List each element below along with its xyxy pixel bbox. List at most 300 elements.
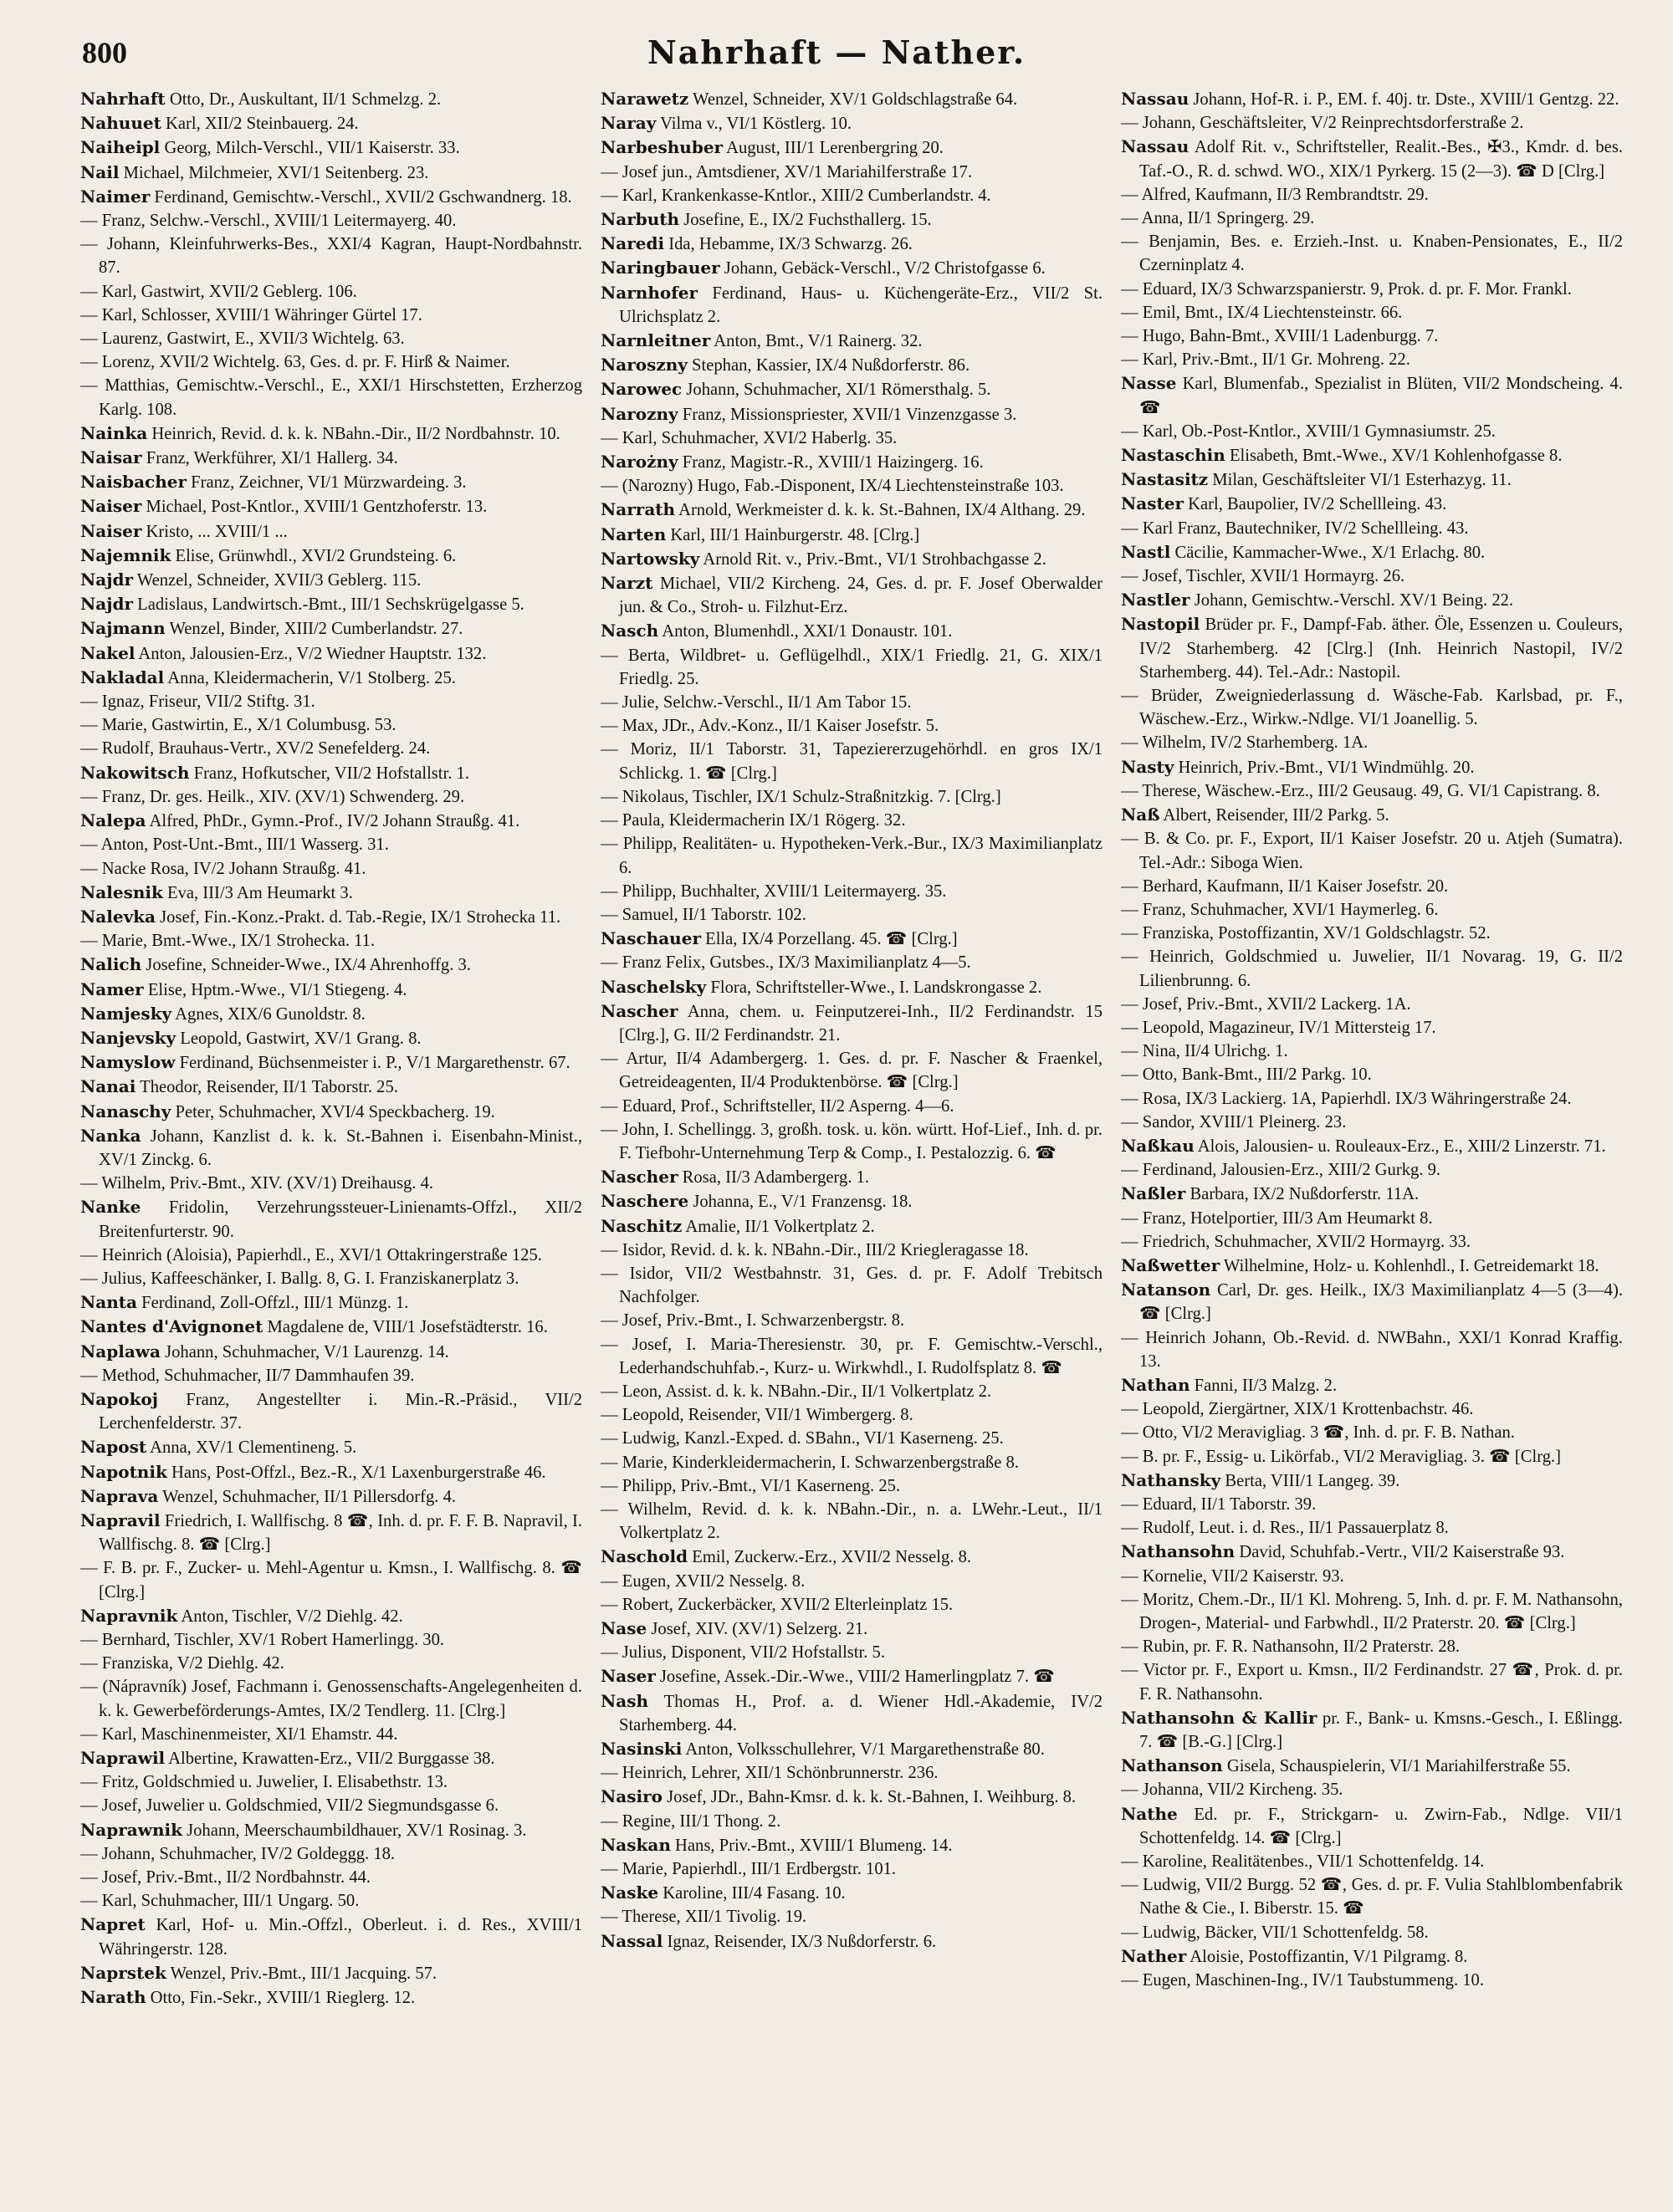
entry-details: — Eduard, IX/3 Schwarzspanierstr. 9, Prok. d. pr. F. Mor. Frankl. <box>1121 279 1572 299</box>
entry-surname: Namer <box>80 978 144 999</box>
entry-details: — Karl, Schlosser, XVIII/1 Währinger Gürtel 17. <box>80 305 422 324</box>
entry-surname: Najdr <box>80 570 133 590</box>
directory-entry <box>80 1509 582 1556</box>
entry-details: — F. B. pr. F., Zucker- u. Mehl-Agentur u. Kmsn., I. Wallfischg. 8. ☎ [Clrg.] <box>80 1559 582 1602</box>
directory-entry <box>601 353 1103 377</box>
directory-entry <box>601 1641 1103 1664</box>
entry-surname: Najemnik <box>80 544 171 565</box>
entry-details: — Moriz, II/1 Taborstr. 31, Tapeziererzugehörhdl. en gros IX/1 Schlickg. 1. ☎ [Clrg.] <box>601 740 1103 783</box>
entry-details: August, III/1 Lerenbergring 20. <box>723 139 944 158</box>
entry-details: — Alfred, Kaufmann, II/3 Rembrandtstr. 29. <box>1121 185 1429 204</box>
directory-entry <box>80 857 582 881</box>
directory-entry <box>601 1333 1103 1380</box>
entry-details: Anna, Kleidermacherin, V/1 Stolberg. 25. <box>164 668 456 687</box>
entry-details: Franz, Magistr.-R., XVIII/1 Haizingerg. 16. <box>678 453 984 473</box>
directory-entry <box>1121 1754 1623 1778</box>
directory-entry <box>80 470 582 494</box>
directory-entry <box>1121 1111 1623 1134</box>
entry-details: Anton, Bmt., V/1 Rainerg. 32. <box>710 332 923 351</box>
entry-details: — Leopold, Ziergärtner, XIX/1 Krottenbachstr. 46. <box>1121 1400 1474 1419</box>
entry-surname: Napokoj <box>80 1388 158 1409</box>
entry-details: Hans, Post-Offzl., Bez.-R., X/1 Laxenburgerstraße 46. <box>166 1463 546 1482</box>
directory-entry <box>1121 1397 1623 1421</box>
entry-details: Alois, Jalousien- u. Rouleaux-Erz., E., XIII/2 Linzerstr. 71. <box>1194 1137 1606 1156</box>
entry-details: — Franz Felix, Gutsbes., IX/3 Maximilianplatz 4—5. <box>601 953 971 973</box>
directory-entry <box>601 498 1103 522</box>
entry-details: Anton, Blumenhdl., XXI/1 Donaustr. 101. <box>658 622 953 641</box>
directory-entry <box>80 1556 582 1603</box>
entry-surname: Narowec <box>601 379 683 400</box>
directory-entry <box>80 641 582 666</box>
directory-entry <box>80 1770 582 1794</box>
directory-entry <box>80 1842 582 1866</box>
entry-details: Rosa, II/3 Adambergerg. 1. <box>678 1168 870 1188</box>
entry-details: — Samuel, II/1 Taborstr. 102. <box>601 905 806 924</box>
directory-entry <box>601 809 1103 832</box>
directory-entry <box>601 184 1103 207</box>
directory-entry <box>1121 420 1623 443</box>
entry-details: — Kornelie, VII/2 Kaiserstr. 93. <box>1121 1566 1344 1586</box>
directory-entry <box>80 1435 582 1459</box>
entry-details: Elise, Grünwhdl., XVI/2 Grundsteing. 6. <box>171 546 457 565</box>
directory-entry <box>80 1244 582 1267</box>
directory-entry <box>80 833 582 856</box>
entry-details: Josefine, Assek.-Dir.-Wwe., VIII/2 Hamerlingplatz 7. ☎ <box>655 1668 1055 1687</box>
entry-surname: Naroszny <box>601 355 688 375</box>
directory-entry <box>1121 731 1623 754</box>
entry-details: Karl, Blumenfab., Spezialist in Blüten, VII/2 Mondscheing. 4. ☎ <box>1139 375 1623 417</box>
directory-entry <box>601 1118 1103 1165</box>
entry-details: Johann, Schuhmacher, V/1 Laurenzg. 14. <box>160 1342 449 1361</box>
entry-surname: Nathansky <box>1121 1469 1221 1490</box>
entry-details: — Emil, Bmt., IX/4 Liechtensteinstr. 66. <box>1121 303 1403 322</box>
entry-surname: Naisbacher <box>80 472 187 493</box>
entry-details: — Johann, Kleinfuhrwerks-Bes., XXI/4 Kagran, Haupt-Nordbahnstr. 87. <box>80 235 582 278</box>
directory-entry <box>601 1474 1103 1498</box>
directory-entry <box>601 1451 1103 1474</box>
directory-entry <box>601 571 1103 619</box>
entry-details: Josef, XIV. (XV/1) Selzerg. 21. <box>647 1620 868 1638</box>
entry-details: Berta, VIII/1 Langeg. 39. <box>1220 1471 1400 1490</box>
directory-entry <box>1121 517 1623 540</box>
entry-details: Wenzel, Schuhmacher, II/1 Pillersdorfg. 4. <box>158 1487 457 1506</box>
entry-details: Otto, Fin.-Sekr., XVIII/1 Rieglerg. 12. <box>146 1989 416 2008</box>
entry-surname: Narozny <box>601 403 678 424</box>
entry-details: — Eugen, XVII/2 Nesselg. 8. <box>601 1571 806 1591</box>
entry-surname: Narożny <box>601 452 678 473</box>
directory-entry <box>80 568 582 592</box>
entry-details: — Johann, Schuhmacher, IV/2 Goldeggg. 18. <box>80 1844 396 1863</box>
directory-entry <box>1121 1278 1623 1326</box>
entry-details: Karl, III/1 Hainburgerstr. 48. [Clrg.] <box>666 525 920 544</box>
directory-entry <box>1121 492 1623 516</box>
entry-details: Aloisie, Postoffizantin, V/1 Pilgramg. 8. <box>1186 1947 1468 1966</box>
directory-entry <box>80 761 582 785</box>
entry-details: Anton, Volksschullehrer, V/1 Margarethenstraße 80. <box>682 1740 1045 1760</box>
entry-surname: Narten <box>601 524 667 544</box>
directory-entry <box>1121 588 1623 612</box>
entry-surname: Naisar <box>80 447 142 468</box>
directory-entry <box>1121 183 1623 207</box>
directory-entry <box>80 280 582 304</box>
directory-entry <box>1121 1802 1623 1850</box>
entry-surname: Naschelsky <box>601 976 707 997</box>
directory-entry <box>80 905 582 929</box>
entry-details: — Nina, II/4 Ulrichg. 1. <box>1121 1042 1288 1061</box>
entry-details: Adolf Rit. v., Schriftsteller, Realit.-Bes., ✠3., Kmdr. d. bes. Taf.-O., R. d. schwd. WO., XIX/1 Pyrkerg. 15 (2—3). ☎ D [Clrg.] <box>1139 138 1623 181</box>
directory-entry <box>1121 1016 1623 1040</box>
entry-surname: Nantes d'Avignonet <box>80 1316 263 1337</box>
entry-details: — Karl, Gastwirt, XVII/2 Geblerg. 106. <box>80 282 357 301</box>
entry-details: — Franz, Selchw.-Verschl., XVIII/1 Leitermayerg. 40. <box>80 212 457 231</box>
directory-entry <box>80 374 582 421</box>
directory-entry <box>601 427 1103 450</box>
entry-details: Anna, chem. u. Feinputzerei-Inh., II/2 Ferdinandstr. 15 [Clrg.], G. II/2 Ferdinandstr. 21. <box>619 1002 1103 1045</box>
entry-surname: Nahuuet <box>80 113 161 134</box>
entry-details: Elisabeth, Bmt.-Wwe., XV/1 Kohlenhofgasse 8. <box>1225 447 1563 466</box>
entry-details: — Otto, Bank-Bmt., III/2 Parkg. 10. <box>1121 1065 1372 1085</box>
entry-details: — Victor pr. F., Export u. Kmsn., II/2 Ferdinandstr. 27 ☎, Prok. d. pr. F. R. Nathansohn. <box>1121 1661 1623 1704</box>
entry-details: — Wilhelm, Priv.-Bmt., XIV. (XV/1) Dreihausg. 4. <box>80 1174 434 1193</box>
entry-surname: Naplawa <box>80 1341 161 1361</box>
entry-details: — Julie, Selchw.-Verschl., II/1 Am Tabor 15. <box>601 693 912 713</box>
entry-details: Hans, Priv.-Bmt., XVIII/1 Blumeng. 14. <box>670 1836 953 1855</box>
entry-surname: Naray <box>601 113 657 134</box>
directory-entry <box>601 161 1103 184</box>
entry-surname: Naprawnik <box>80 1819 182 1840</box>
entry-surname: Nanke <box>80 1197 141 1218</box>
entry-surname: Nalesnik <box>80 881 163 902</box>
directory-entry <box>601 450 1103 474</box>
directory-entry <box>1121 1493 1623 1516</box>
entry-surname: Naschold <box>601 1546 688 1567</box>
directory-entry <box>601 691 1103 714</box>
entry-details: Ella, IX/4 Porzellang. 45. ☎ [Clrg.] <box>700 930 958 949</box>
entry-details: — Josef, Tischler, XVII/1 Hormayrg. 26. <box>1121 567 1405 586</box>
directory-entry <box>80 690 582 713</box>
entry-details: Ferdinand, Büchsenmeister i. P., V/1 Margarethenstr. 67. <box>175 1054 570 1073</box>
entry-details: — Moritz, Chem.-Dr., II/1 Kl. Mohreng. 5, Inh. d. pr. F. M. Nathansohn, Drogen-, Material- und Farbwhdl., II/2 Praterstr. 20. ☎ [Clrg.] <box>1121 1590 1623 1632</box>
entry-surname: Naredi <box>601 233 665 254</box>
directory-entry <box>601 1593 1103 1617</box>
entry-details: — Otto, VI/2 Meravigliag. 3 ☎, Inh. d. pr. F. B. Nathan. <box>1121 1423 1515 1443</box>
entry-details: — Josef, Priv.-Bmt., XVII/2 Lackerg. 1A. <box>1121 994 1411 1014</box>
entry-details: — Therese, XII/1 Tivolig. 19. <box>601 1908 807 1927</box>
entry-surname: Namyslow <box>80 1052 176 1073</box>
directory-entry <box>601 1498 1103 1545</box>
directory-entry <box>601 927 1103 951</box>
entry-details: Karl, XII/2 Steinbauerg. 24. <box>161 115 359 134</box>
directory-entry <box>601 523 1103 547</box>
directory-entry <box>1121 348 1623 371</box>
directory-entry <box>80 1961 582 1985</box>
entry-details: Heinrich, Priv.-Bmt., VI/1 Windmühlg. 20. <box>1174 758 1475 777</box>
entry-surname: Narawetz <box>601 89 689 109</box>
entry-details: Johann, Hof-R. i. P., EM. f. 40j. tr. Dste., XVIII/1 Gentzg. 22. <box>1189 90 1619 109</box>
directory-entry <box>1121 1421 1623 1444</box>
directory-entry <box>601 1785 1103 1809</box>
entry-details: — Berhard, Kaufmann, II/1 Kaiser Josefstr. 20. <box>1121 876 1449 896</box>
directory-entry <box>601 785 1103 809</box>
directory-entry <box>80 185 582 209</box>
directory-entry <box>1121 1588 1623 1635</box>
entry-details: Arnold Rit. v., Priv.-Bmt., VI/1 Strohbachgasse 2. <box>699 549 1046 569</box>
entry-details: Thomas H., Prof. a. d. Wiener Hdl.-Akademie, IV/2 Starhemberg. 44. <box>619 1692 1103 1734</box>
entry-surname: Nanai <box>80 1076 136 1097</box>
directory-entry <box>80 953 582 977</box>
directory-entry <box>601 975 1103 999</box>
entry-details: Cäcilie, Kammacher-Wwe., X/1 Erlachg. 80. <box>1170 543 1486 562</box>
entry-surname: Nathansohn <box>1121 1541 1236 1562</box>
entry-details: Franz, Zeichner, VI/1 Mürzwardeing. 3. <box>187 473 467 493</box>
directory-entry <box>601 1380 1103 1403</box>
entry-details: Milan, Geschäftsleiter VI/1 Esterhazyg. 11. <box>1208 471 1512 490</box>
entry-details: — Karl, Ob.-Post-Kntlor., XVIII/1 Gymnasiumstr. 25. <box>1121 421 1496 441</box>
entry-surname: Nakladal <box>80 667 165 687</box>
entry-details: — Leopold, Magazineur, IV/1 Mittersteig 17. <box>1121 1018 1436 1037</box>
directory-entry <box>80 1050 582 1075</box>
entry-details: — Ludwig, Kanzl.-Exped. d. SBahn., VI/1 Kaserneng. 25. <box>601 1429 1004 1448</box>
entry-details: Josef, JDr., Bahn-Kmsr. d. k. k. St.-Bahnen, I. Weihburg. 8. <box>662 1788 1077 1807</box>
directory-entry <box>1121 898 1623 922</box>
directory-entry <box>601 474 1103 498</box>
entry-details: — Marie, Kinderkleidermacherin, I. Schwarzenbergstraße 8. <box>601 1453 1019 1472</box>
directory-entry <box>601 832 1103 879</box>
directory-entry <box>601 1189 1103 1213</box>
directory-entry <box>1121 684 1623 731</box>
entry-details: Emil, Zuckerw.-Erz., XVII/2 Nesselg. 8. <box>688 1548 972 1567</box>
entry-details: — Isidor, Revid. d. k. k. NBahn.-Dir., III/2 Kriegleragasse 18. <box>601 1240 1029 1259</box>
directory-entry <box>1121 230 1623 277</box>
directory-entry <box>1121 922 1623 945</box>
entry-details: Ida, Hebamme, IX/3 Schwarzg. 26. <box>664 235 913 254</box>
entry-details: — Karl, Maschinenmeister, XI/1 Ehamstr. 44. <box>80 1724 398 1744</box>
directory-entry <box>80 1124 582 1172</box>
entry-details: — (Narozny) Hugo, Fab.-Disponent, IX/4 Liechtensteinstraße 103. <box>601 477 1064 496</box>
entry-details: Ignaz, Reisender, IX/3 Nußdorferstr. 6. <box>663 1932 937 1951</box>
directory-entry <box>1121 945 1623 992</box>
entry-details: — Anton, Post-Unt.-Bmt., III/1 Wasserg. 31. <box>80 835 389 855</box>
directory-entry <box>80 666 582 690</box>
directory-entry <box>1121 278 1623 301</box>
entry-surname: Naßkau <box>1121 1135 1195 1156</box>
entry-details: — B. & Co. pr. F., Export, II/1 Kaiser Josefstr. 20 u. Atjeh (Sumatra). Tel.-Adr.: Siboga Wien. <box>1121 830 1623 872</box>
directory-entry <box>1121 779 1623 803</box>
directory-entry <box>1121 1969 1623 1992</box>
entry-details: — (Nápravník) Josef, Fachmann i. Genossenschafts-Angelegenheiten d. k. k. Gewerbeförderungs-Amtes, IX/2 Tendlerg. 11. [Clrg.] <box>80 1678 582 1720</box>
directory-entry <box>601 281 1103 329</box>
entry-surname: Napost <box>80 1437 147 1458</box>
entry-details: — Paula, Kleidermacherin IX/1 Rögerg. 32. <box>601 811 906 830</box>
entry-surname: Naringbauer <box>601 258 720 278</box>
directory-entry <box>601 1095 1103 1118</box>
directory-entry <box>1121 135 1623 182</box>
entry-surname: Nakowitsch <box>80 762 190 783</box>
entry-details: — Rubin, pr. F. R. Nathansohn, II/2 Praterstr. 28. <box>1121 1637 1461 1657</box>
directory-entry <box>80 785 582 809</box>
directory-entry <box>1121 1326 1623 1373</box>
entry-details: Friedrich, I. Wallfischg. 8 ☎, Inh. d. pr. F. F. B. Napravil, I. Wallfischg. 8. ☎ [Clrg.] <box>99 1511 582 1555</box>
entry-details: Alfred, PhDr., Gymn.-Prof., IV/2 Johann Straußg. 41. <box>146 812 520 831</box>
entry-details: — Nikolaus, Tischler, IX/1 Schulz-Straßnitzkig. 7. [Clrg.] <box>601 787 1001 806</box>
entry-details: Albert, Reisender, III/2 Parkg. 5. <box>1159 806 1389 825</box>
entry-details: — Rudolf, Brauhaus-Vertr., XV/2 Senefelderg. 24. <box>80 739 431 759</box>
entry-details: — Karoline, Realitätenbes., VII/1 Schottenfeldg. 14. <box>1121 1852 1485 1872</box>
directory-entry <box>80 304 582 327</box>
directory-entry <box>80 1387 582 1435</box>
entry-details: — Robert, Zuckerbäcker, XVII/2 Elterleinplatz 15. <box>601 1595 954 1614</box>
directory-entry <box>1121 1778 1623 1801</box>
directory-entry <box>601 1239 1103 1262</box>
entry-details: Fridolin, Verzehrungssteuer-Linienamts-Offzl., XII/2 Breitenfurterstr. 90. <box>99 1198 582 1241</box>
directory-entry <box>601 135 1103 160</box>
entry-details: — Franz, Schuhmacher, XVI/1 Haymerleg. 6. <box>1121 900 1439 919</box>
directory-entry <box>601 903 1103 927</box>
entry-details: — Julius, Disponent, VII/2 Hofstallstr. 5. <box>601 1643 885 1663</box>
entry-details: Albertine, Krawatten-Erz., VII/2 Burggasse 38. <box>165 1750 495 1769</box>
entry-details: Franz, Missionspriester, XVII/1 Vinzenzgasse 3. <box>678 405 1017 424</box>
directory-entry <box>1121 1063 1623 1086</box>
entry-details: Josef, Fin.-Konz.-Prakt. d. Tab.-Regie, IX/1 Strohecka 11. <box>156 907 561 927</box>
entry-details: — B. pr. F., Essig- u. Likörfab., VI/2 Meravigliag. 3. ☎ [Clrg.] <box>1121 1447 1562 1466</box>
directory-entry <box>1121 467 1623 492</box>
directory-entry <box>601 1309 1103 1332</box>
entry-details: — Philipp, Buchhalter, XVIII/1 Leitermayerg. 35. <box>601 881 947 901</box>
directory-entry <box>1121 1087 1623 1111</box>
entry-surname: Naske <box>601 1882 659 1903</box>
directory-entry <box>601 1545 1103 1569</box>
directory-entry <box>80 1818 582 1842</box>
directory-entry <box>80 1364 582 1387</box>
directory-entry <box>80 1723 582 1746</box>
entry-surname: Nasiro <box>601 1786 663 1807</box>
entry-details: — Eduard, Prof., Schriftsteller, II/2 Asperng. 4—6. <box>601 1096 954 1116</box>
entry-details: Franz, Werkführer, XI/1 Hallerg. 34. <box>141 449 398 468</box>
directory-entry <box>601 880 1103 903</box>
entry-details: Johann, Gemischtw.-Verschl. XV/1 Being. 22. <box>1190 591 1514 610</box>
entry-details: — Rosa, IX/3 Lackierg. 1A, Papierhdl. IX/3 Währingerstraße 24. <box>1121 1089 1572 1108</box>
directory-entry <box>1121 1540 1623 1564</box>
directory-entry <box>1121 827 1623 874</box>
entry-surname: Naschitz <box>601 1215 683 1236</box>
directory-entry <box>80 1460 582 1484</box>
directory-entry <box>1121 875 1623 898</box>
directory-entry <box>601 547 1103 571</box>
entry-surname: Naprava <box>80 1485 159 1506</box>
entry-surname: Napravnik <box>80 1605 178 1626</box>
directory-entry <box>80 544 582 568</box>
entry-details: Elise, Hptm.-Wwe., VI/1 Stiegeng. 4. <box>143 980 407 999</box>
directory-entry <box>80 592 582 616</box>
entry-surname: Nanjevsky <box>80 1027 177 1048</box>
directory-entry <box>601 1047 1103 1094</box>
entry-details: — Karl, Schuhmacher, XVI/2 Haberlg. 35. <box>601 428 898 447</box>
entry-details: — Karl, Krankenkasse-Kntlor., XIII/2 Cumberlandstr. 4. <box>601 186 991 205</box>
directory-entry <box>601 738 1103 784</box>
entry-details: — Ferdinand, Jalousien-Erz., XIII/2 Gurkg. 9. <box>1121 1161 1441 1180</box>
entry-details: Franz, Hofkutscher, VII/2 Hofstallstr. 1. <box>189 764 469 783</box>
entry-surname: Naiheipl <box>80 137 161 158</box>
entry-surname: Namjesky <box>80 1003 172 1024</box>
directory-entry <box>1121 1373 1623 1397</box>
entry-surname: Nalevka <box>80 906 156 927</box>
directory-entry <box>1121 1944 1623 1969</box>
entry-details: — Franz, Dr. ges. Heilk., XIV. (XV/1) Schwenderg. 29. <box>80 787 465 806</box>
directory-entry <box>601 1617 1103 1641</box>
directory-entry <box>80 1315 582 1339</box>
directory-entry <box>601 1857 1103 1881</box>
entry-surname: Nasty <box>1121 756 1174 777</box>
entry-details: — Marie, Bmt.-Wwe., IX/1 Strohecka. 11. <box>80 932 376 951</box>
entry-details: Flora, Schriftsteller-Wwe., I. Landskrongasse 2. <box>706 978 1042 997</box>
entry-details: Josefine, E., IX/2 Fuchsthallerg. 15. <box>679 211 932 230</box>
entry-details: Eva, III/3 Am Heumarkt 3. <box>162 883 353 902</box>
entry-surname: Napret <box>80 1914 146 1935</box>
entry-details: — John, I. Schellingg. 3, großh. tosk. u. kön. württ. Hof-Lief., Inh. d. pr. F. Tiefbohr-Unternehmung Terp & Comp., I. Pestalozzig. 6. ☎ <box>601 1120 1103 1162</box>
entry-details: pr. F., Bank- u. Kmsns.-Gesch., I. Eßlingg. 7. ☎ [B.-G.] [Clrg.] <box>1139 1709 1623 1752</box>
directory-entry <box>80 809 582 833</box>
directory-entry <box>80 1267 582 1290</box>
directory-entry <box>80 881 582 905</box>
directory-entry <box>601 207 1103 232</box>
entry-surname: Nathe <box>1121 1803 1178 1824</box>
entry-surname: Nastopil <box>1121 614 1200 635</box>
entry-surname: Nainka <box>80 422 148 443</box>
entry-details: Michael, Post-Kntlor., XVIII/1 Gentzhoferstr. 13. <box>141 498 488 517</box>
entry-surname: Nase <box>601 1618 647 1638</box>
directory-entry <box>601 619 1103 643</box>
entry-details: Ferdinand, Gemischtw.-Verschl., XVII/2 Gschwandnerg. 18. <box>150 187 572 207</box>
entry-surname: Nathan <box>1121 1374 1190 1395</box>
entry-surname: Nanaschy <box>80 1101 171 1121</box>
directory-entry <box>601 329 1103 353</box>
entry-surname: Natanson <box>1121 1280 1211 1300</box>
directory-entry <box>1121 1182 1623 1206</box>
entry-details: Johann, Kanzlist d. k. k. St.-Bahnen i. Eisenbahn-Minist., XV/1 Zinckg. 6. <box>99 1126 582 1169</box>
entry-surname: Naster <box>1121 493 1184 514</box>
entry-details: — Therese, Wäschew.-Erz., III/2 Geusaug. 49, G. VI/1 Capistrang. 8. <box>1121 781 1600 800</box>
page-header <box>0 30 1673 80</box>
directory-entry <box>601 999 1103 1047</box>
entry-details: Wenzel, Schneider, XV/1 Goldschlagstraße 64. <box>688 90 1018 109</box>
directory-entry <box>601 377 1103 401</box>
entry-details: Leopold, Gastwirt, XV/1 Grang. 8. <box>176 1029 422 1048</box>
entry-surname: Narnleitner <box>601 330 711 351</box>
entry-details: — Rudolf, Leut. i. d. Res., II/1 Passauerplatz 8. <box>1121 1519 1449 1538</box>
entry-details: — Franziska, Postoffizantin, XV/1 Goldschlagstr. 52. <box>1121 924 1491 943</box>
directory-entry <box>80 87 582 111</box>
entry-details: Agnes, XIX/6 Gunoldstr. 8. <box>171 1004 366 1024</box>
entry-details: — Wilhelm, Revid. d. k. k. NBahn.-Dir., n. a. LWehr.-Leut., II/1 Volkertplatz 2. <box>601 1499 1103 1543</box>
entry-details: Wenzel, Priv.-Bmt., III/1 Jacquing. 57. <box>166 1964 437 1983</box>
entry-surname: Nastl <box>1121 541 1171 562</box>
directory-entry <box>1121 111 1623 135</box>
directory-entry <box>601 1664 1103 1688</box>
entry-details: — Fritz, Goldschmied u. Juwelier, I. Elisabethstr. 13. <box>80 1773 448 1792</box>
entry-details: — Brüder, Zweigniederlassung d. Wäsche-Fab. Karlsbad, pr. F., Wäschew.-Erz., Wirkw.-Ndlge. VI/1 Joanellig. 5. <box>1121 687 1623 729</box>
entry-details: — Isidor, VII/2 Westbahnstr. 31, Ges. d. pr. F. Adolf Trebitsch Nachfolger. <box>601 1264 1103 1307</box>
entry-surname: Nanka <box>80 1125 141 1146</box>
directory-entry <box>80 1002 582 1026</box>
entry-details: Ferdinand, Zoll-Offzl., III/1 Münzg. 1. <box>136 1294 409 1313</box>
directory-entry <box>80 519 582 544</box>
directory-entry <box>80 327 582 350</box>
directory-entry <box>601 256 1103 280</box>
directory-entry <box>1121 443 1623 467</box>
entry-details: — Sandor, XVIII/1 Pleinerg. 23. <box>1121 1112 1347 1132</box>
column-3 <box>1121 87 1623 2194</box>
directory-entry <box>1121 1469 1623 1493</box>
